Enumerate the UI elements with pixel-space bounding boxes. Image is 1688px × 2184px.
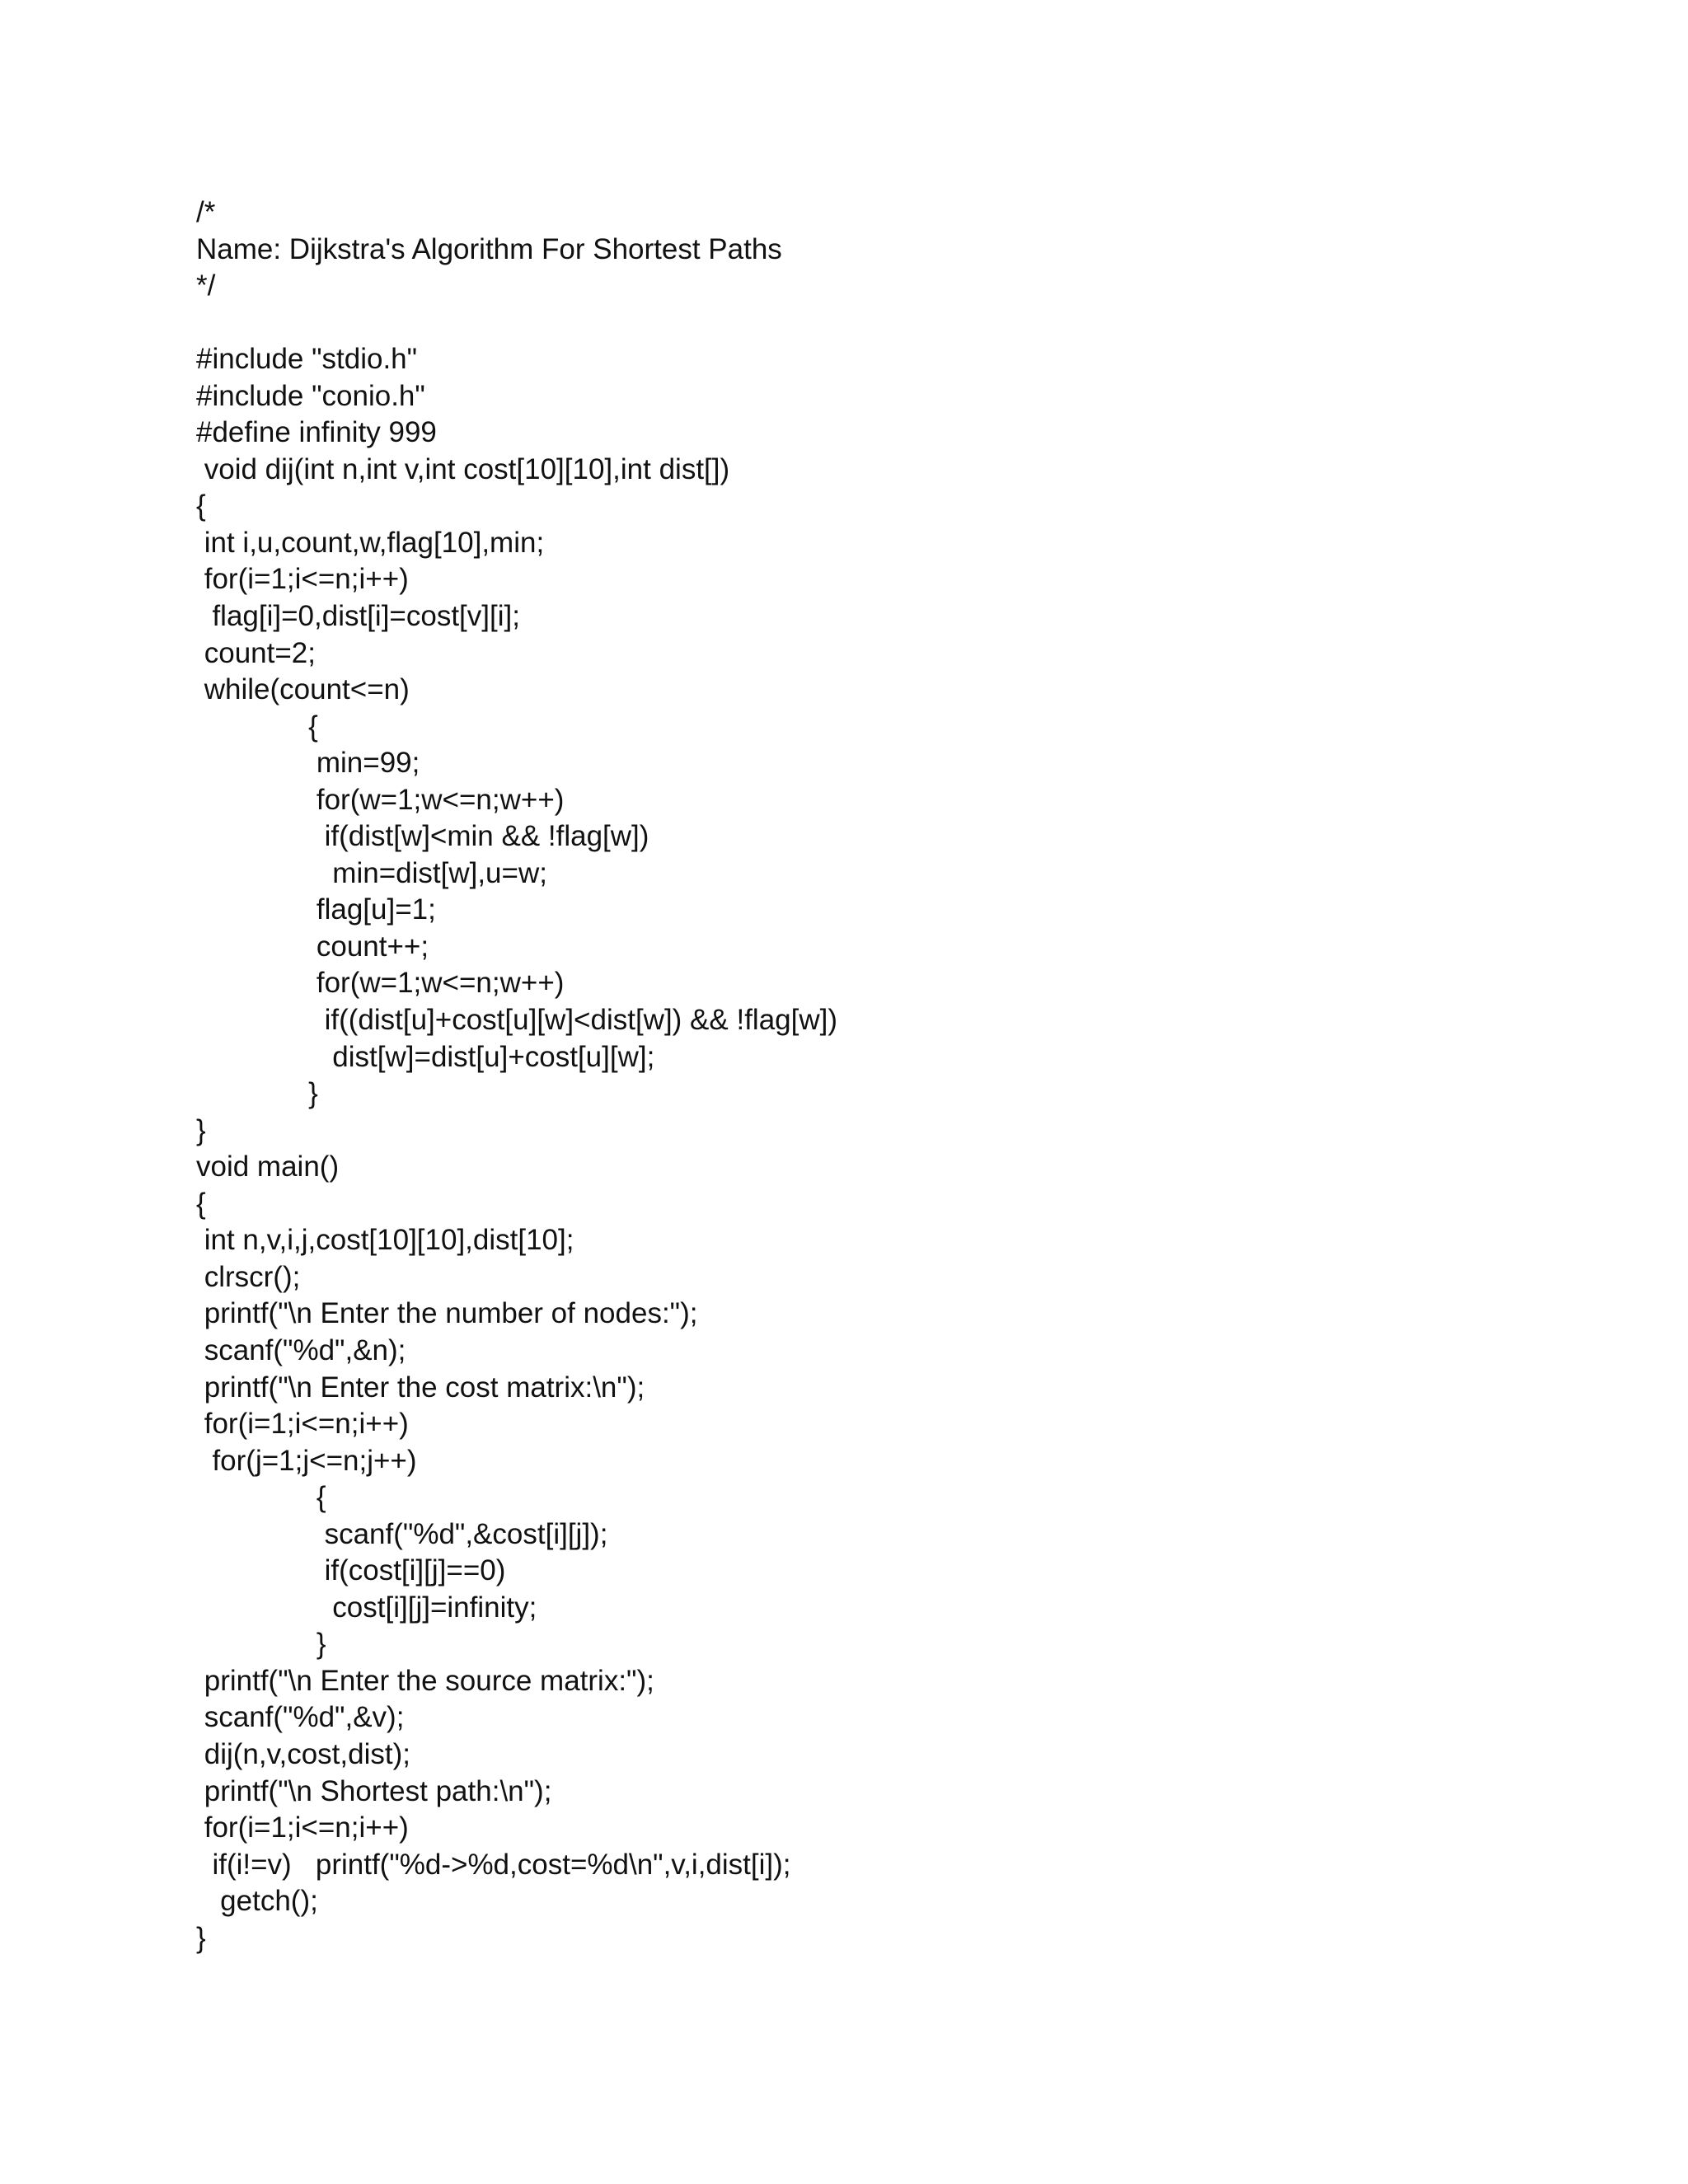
code-listing [196,194,837,1957]
code-line [196,305,837,342]
code-line: flag[u]=1; [196,893,436,926]
code-line: */ [196,269,216,302]
code-line: count++; [196,930,429,963]
code-line: } [196,1628,326,1661]
code-line: scanf("%d",&v); [196,1701,405,1734]
code-line: #include "stdio.h" [196,343,418,376]
code-line: printf("\n Enter the source matrix:"); [196,1664,654,1697]
code-line: /* [196,196,216,228]
code-line: for(w=1;w<=n;w++) [196,783,565,816]
code-line: if(cost[i][j]==0) [196,1554,506,1587]
code-line: for(i=1;i<=n;i++) [196,1811,409,1844]
code-line: #include "conio.h" [196,379,425,412]
code-line: printf("\n Shortest path:\n"); [196,1774,552,1807]
code-line: printf("\n Enter the number of nodes:"); [196,1297,698,1330]
code-line: if((dist[u]+cost[u][w]<dist[w]) && !flag[w]) [196,1004,837,1037]
code-line: { [196,490,206,523]
code-line: void main() [196,1151,340,1183]
code-line: int i,u,count,w,flag[10],min; [196,526,545,559]
code-line: for(i=1;i<=n;i++) [196,1408,409,1441]
code-line: { [196,1481,326,1514]
code-line: while(count<=n) [196,673,410,706]
code-line: min=99; [196,747,420,780]
code-line: clrscr(); [196,1260,301,1293]
code-line: Name: Dijkstra's Algorithm For Shortest Paths [196,232,782,265]
code-line: dij(n,v,cost,dist); [196,1737,410,1770]
code-line: for(w=1;w<=n;w++) [196,967,565,1000]
code-line: { [196,710,318,743]
code-line: } [196,1077,318,1110]
code-line: getch(); [196,1885,318,1918]
code-line: int n,v,i,j,cost[10][10],dist[10]; [196,1224,574,1257]
code-line: count=2; [196,636,316,669]
code-line: dist[w]=dist[u]+cost[u][w]; [196,1040,655,1073]
code-line: { [196,1187,206,1220]
code-line: #define infinity 999 [196,416,437,449]
code-line: flag[i]=0,dist[i]=cost[v][i]; [196,600,520,633]
code-line: printf("\n Enter the cost matrix:\n"); [196,1371,645,1404]
code-line: min=dist[w],u=w; [196,856,547,889]
code-line: if(dist[w]<min && !flag[w]) [196,820,649,853]
code-line: void dij(int n,int v,int cost[10][10],int dist[]) [196,452,730,485]
code-line: if(i!=v) printf("%d->%d,cost=%d\n",v,i,dist[i]); [196,1848,791,1881]
code-line: } [196,1113,206,1146]
code-line: cost[i][j]=infinity; [196,1591,537,1624]
code-line: } [196,1921,206,1954]
code-line: for(j=1;j<=n;j++) [196,1444,417,1477]
code-line: scanf("%d",&n); [196,1333,406,1366]
code-line: for(i=1;i<=n;i++) [196,563,409,596]
code-line: scanf("%d",&cost[i][j]); [196,1517,608,1550]
